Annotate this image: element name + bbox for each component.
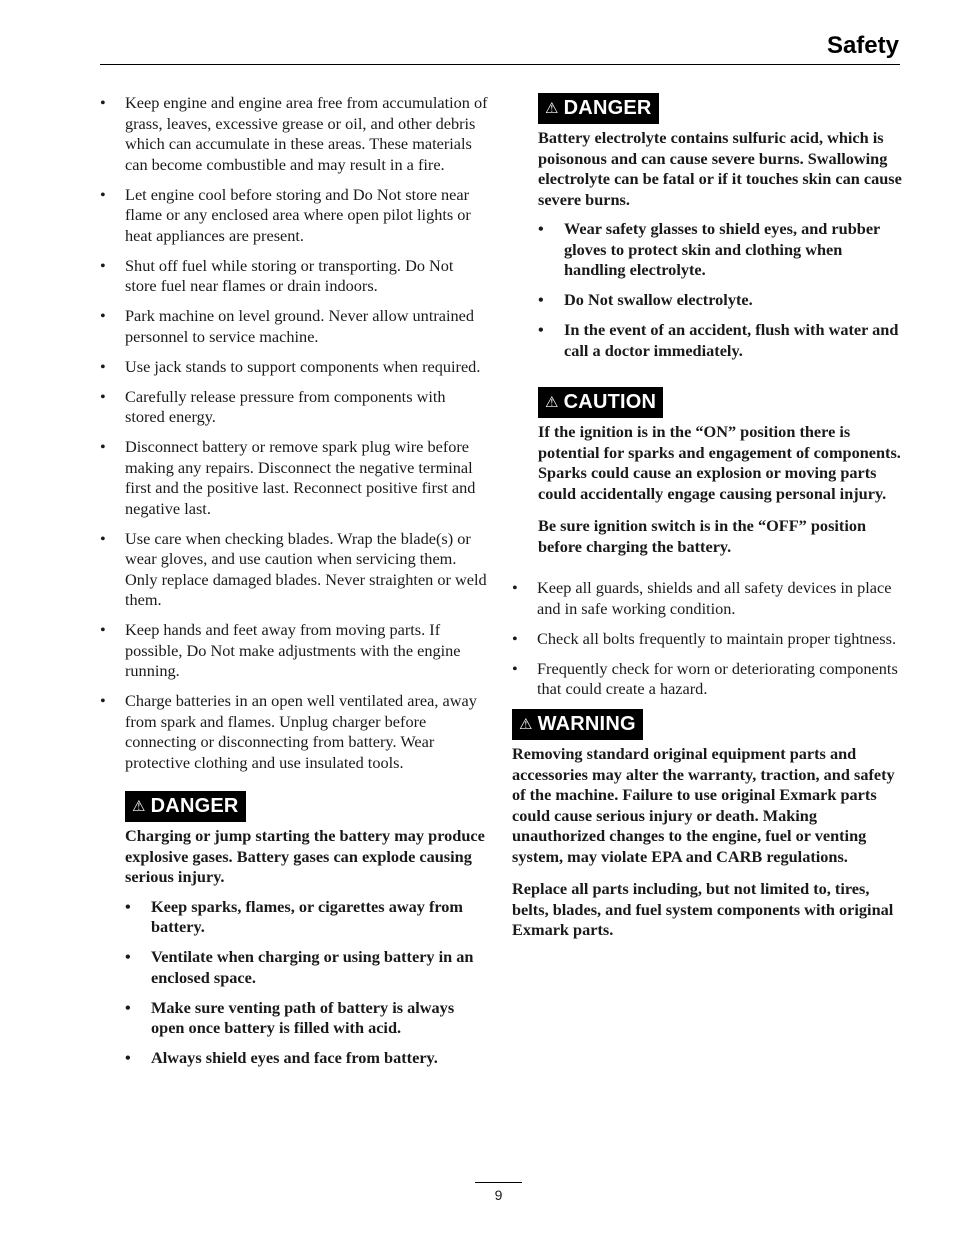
page-number: 9 — [494, 1187, 503, 1203]
signal-label: DANGER — [563, 97, 652, 119]
danger-signal-word — [125, 791, 246, 822]
list-item: • Use care when checking blades. Wrap the blade(s) or wear gloves, and use caution when servicing them. Only replace damaged blades. Never straighten or weld them. — [100, 529, 488, 611]
list-item: • Shut off fuel while storing or transporting. Do Not store fuel near flames or drain indoors. — [100, 256, 488, 297]
danger-signal-word — [538, 93, 659, 124]
list-item: • Always shield eyes and face from battery. — [125, 1048, 488, 1069]
right-bullet-list — [512, 578, 902, 700]
list-item: • In the event of an accident, flush with water and call a doctor immediately. — [538, 320, 902, 361]
caution-text: If the ignition is in the “ON” position there is potential for sparks and engagement of components. Sparks could cause an explosion or moving parts could accidentally engage causing personal injury. — [538, 422, 901, 503]
danger-bullet-list — [125, 897, 488, 1069]
danger-bullet-list — [538, 219, 902, 361]
warning-parts-block — [512, 709, 902, 941]
caution-ignition-block — [538, 387, 902, 557]
caution-text: Be sure ignition switch is in the “OFF” position before charging the battery. — [538, 516, 867, 556]
list-item: • Disconnect battery or remove spark plug wire before making any repairs. Disconnect the negative terminal first and the positive last. Reconnect positive first and negative last. — [100, 437, 488, 519]
list-item: • Park machine on level ground. Never allow untrained personnel to service machine. — [100, 306, 488, 347]
danger-charging-block — [125, 791, 488, 1069]
left-bullet-list — [100, 93, 488, 773]
list-item: • Carefully release pressure from components with stored energy. — [100, 387, 488, 428]
signal-label: WARNING — [537, 713, 636, 735]
caution-signal-word — [538, 387, 663, 418]
list-item: • Do Not swallow electrolyte. — [538, 290, 902, 311]
warning-triangle-icon: ⚠ — [132, 798, 146, 815]
list-item: • Make sure venting path of battery is always open once battery is filled with acid. — [125, 998, 488, 1039]
page-title: Safety — [826, 32, 899, 59]
footer-rule — [475, 1182, 522, 1183]
danger-electrolyte-block — [538, 93, 902, 361]
list-item: • Keep sparks, flames, or cigarettes away from battery. — [125, 897, 488, 938]
list-item: • Keep hands and feet away from moving parts. If possible, Do Not make adjustments with the engine running. — [100, 620, 488, 682]
header-rule — [100, 64, 900, 65]
list-item: • Keep engine and engine area free from accumulation of grass, leaves, excessive grease or oil, and other debris which can accumulate in these areas. These materials can become combustible and may result in a fire. — [100, 93, 488, 175]
warning-signal-word — [512, 709, 643, 740]
warning-triangle-icon: ⚠ — [545, 394, 559, 411]
right-column — [512, 93, 902, 941]
warning-text: Replace all parts including, but not limited to, tires, belts, blades, and fuel system components with original Exmark parts. — [512, 879, 894, 939]
danger-text: Charging or jump starting the battery may produce explosive gases. Battery gases can explode causing serious injury. — [125, 826, 485, 886]
warning-triangle-icon: ⚠ — [519, 716, 533, 733]
danger-text: Battery electrolyte contains sulfuric acid, which is poisonous and can cause severe burns. Swallowing electrolyte can be fatal or if it touches skin can cause severe burns. — [538, 128, 902, 209]
warning-text: Removing standard original equipment parts and accessories may alter the warranty, traction, and safety of the machine. Failure to use original Exmark parts could cause serious injury or death. Making unauthorized changes to the engine, fuel or venting system, may violate EPA and CARB regulations. — [512, 744, 895, 866]
list-item: • Keep all guards, shields and all safety devices in place and in safe working condition. — [512, 578, 902, 619]
signal-label: DANGER — [150, 795, 239, 817]
list-item: • Check all bolts frequently to maintain proper tightness. — [512, 629, 902, 650]
list-item: • Let engine cool before storing and Do Not store near flame or any enclosed area where open pilot lights or heat appliances are present. — [100, 185, 488, 247]
list-item: • Wear safety glasses to shield eyes, and rubber gloves to protect skin and clothing when handling electrolyte. — [538, 219, 902, 281]
list-item: • Charge batteries in an open well ventilated area, away from spark and flames. Unplug charger before connecting or disconnecting from battery. Wear protective clothing and use insulated tools. — [100, 691, 488, 773]
list-item: • Ventilate when charging or using battery in an enclosed space. — [125, 947, 488, 988]
list-item: • Frequently check for worn or deteriorating components that could create a hazard. — [512, 659, 902, 700]
left-column — [100, 93, 488, 1078]
warning-triangle-icon: ⚠ — [545, 100, 559, 117]
signal-label: CAUTION — [563, 391, 657, 413]
list-item: • Use jack stands to support components when required. — [100, 357, 488, 378]
